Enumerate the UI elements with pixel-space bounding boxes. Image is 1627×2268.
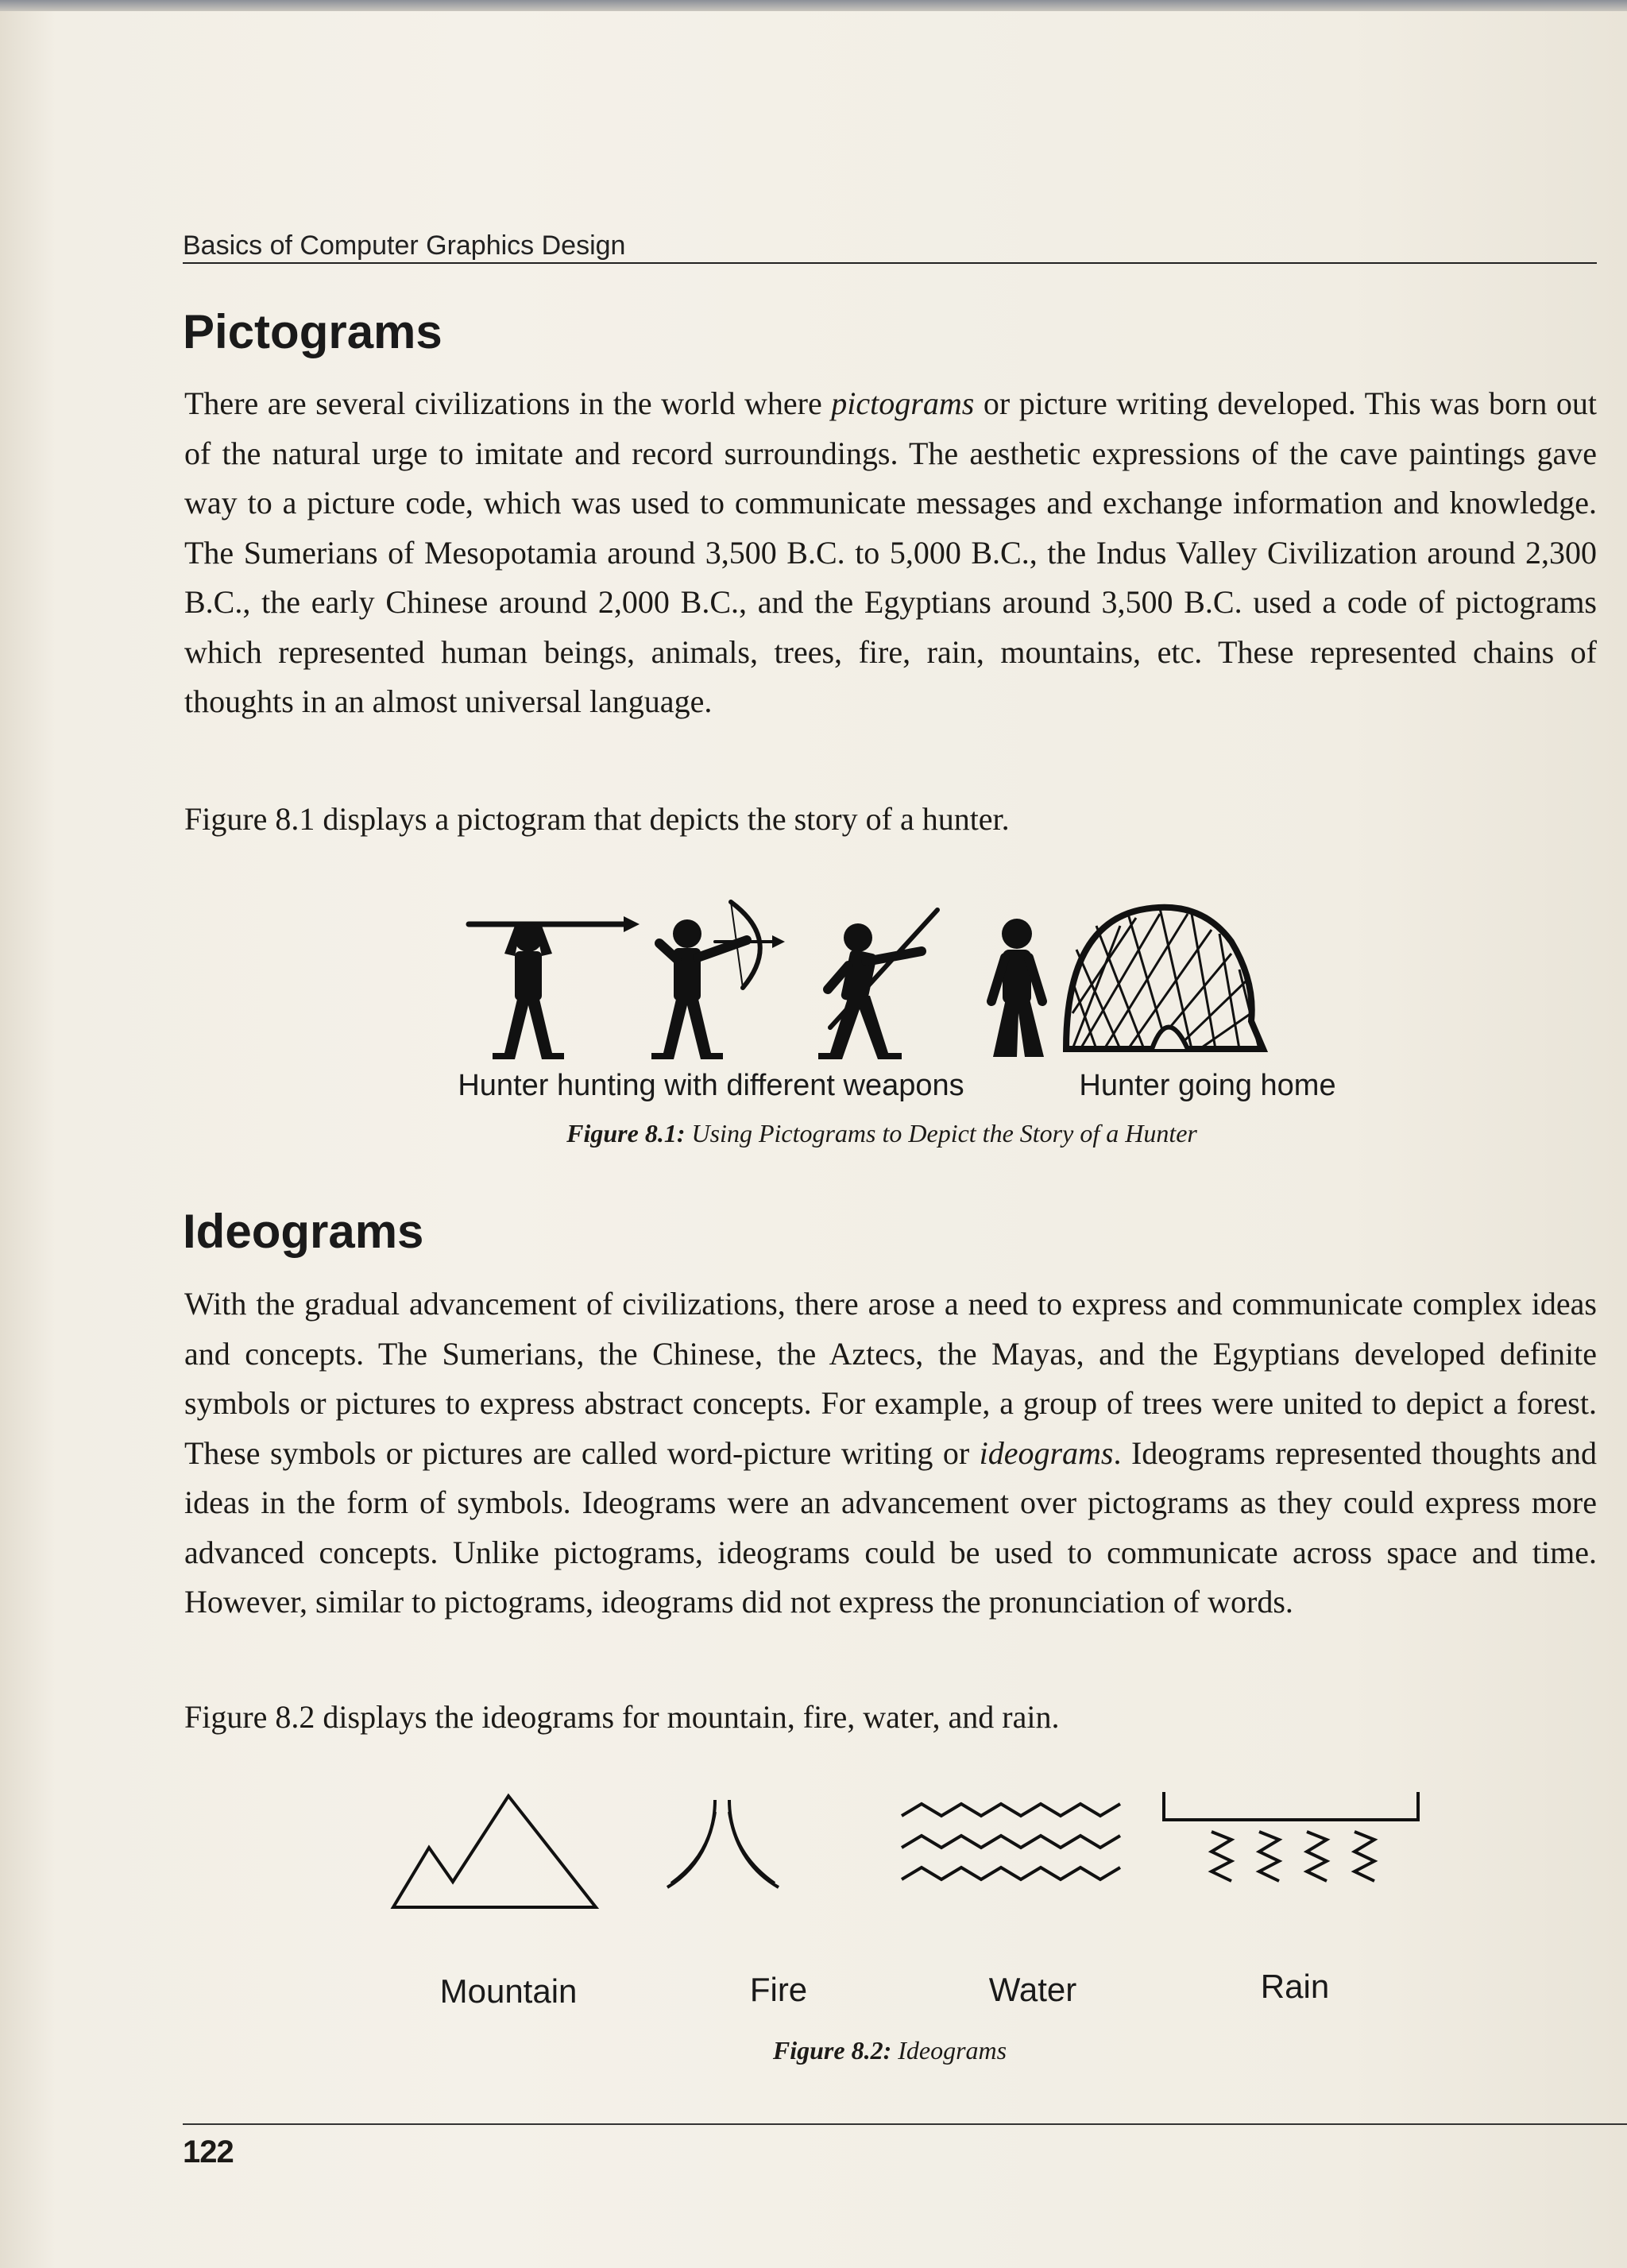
hut-icon: [1066, 908, 1263, 1049]
header-rule: [183, 262, 1597, 264]
fire-icon: [667, 1800, 779, 1887]
ideograms-heading: Ideograms: [183, 1205, 424, 1258]
ideogram-label-rain: Rain: [1260, 1968, 1330, 2005]
ideograms-figure: [381, 1788, 1454, 1915]
figure-8-2-caption: [683, 2036, 1096, 2065]
hunter-spear-icon: [469, 916, 640, 1059]
figure-8-1-intro: Figure 8.1 displays a pictogram that depicts the story of a hunter.: [184, 801, 1010, 837]
hunter-walking-icon: [991, 919, 1044, 1057]
figure-8-1-caption-number: Figure 8.1:: [566, 1119, 686, 1148]
emphasized-term: pictograms: [831, 385, 975, 421]
ideograms-paragraph: With the gradual advancement of civilizations, there arose a need to express and communicate complex ideas and concepts. The Sumerians, the Chinese, the Aztecs, the Mayas, and the Egyptians developed definite symbols or pictures to express abstract concepts. For example, a group of trees were united to depict a forest. These symbols or pictures are called word-picture writing or ideograms. Ideograms represented thoughts and ideas in the form of symbols. Ideograms were an advancement over pictograms as they could express more advanced concepts. Unlike pictograms, ideograms could be used to communicate across space and time. However, similar to pictograms, ideograms did not express the pronunciation of words.: [184, 1286, 1597, 1620]
page-top-edge: [0, 0, 1627, 11]
pictograms-paragraph: [184, 379, 1597, 727]
running-header: Basics of Computer Graphics Design: [183, 230, 626, 261]
page-number: 122: [183, 2134, 234, 2169]
rain-icon: [1164, 1792, 1418, 1881]
hunter-throwing-icon: [818, 910, 937, 1059]
figure-8-1-caption-text: Using Pictograms to Depict the Story of a Hunter: [691, 1119, 1197, 1148]
pictograms-paragraph-text: There are several civilizations in the world where pictograms or picture writing developed. This was born out of the natural urge to imitate and record surroundings. The aesthetic expressions of the cave paintings gave way to a picture code, which was used to communicate messages and exchange information and knowledge. The Sumerians of Mesopotamia around 3,500 B.C. to 5,000 B.C., the Indus Valley Civilization around 2,300 B.C., the early Chinese around 2,000 B.C., and the Egyptians around 3,500 B.C. used a code of pictograms which represented human beings, animals, trees, fire, rain, mountains, etc. These represented chains of thoughts in an almost universal language.: [184, 385, 1598, 719]
ideogram-label-water: Water: [988, 1971, 1077, 2008]
hunter-bow-icon: [651, 902, 785, 1059]
ideogram-label-mountain: Mountain: [439, 1972, 578, 2010]
hunter-pictogram-figure: [469, 894, 1374, 1065]
emphasized-term: ideograms: [979, 1434, 1114, 1471]
figure-8-1-label-home: Hunter going home: [1079, 1069, 1336, 1102]
figure-8-2-caption-number: Figure 8.2:: [772, 2036, 892, 2065]
water-icon: [902, 1804, 1120, 1879]
figure-8-1-caption: [445, 1119, 1319, 1148]
figure-8-1-label-weapons: Hunter hunting with different weapons: [458, 1069, 964, 1102]
figure-8-2-intro: Figure 8.2 displays the ideograms for mountain, fire, water, and rain.: [184, 1699, 1060, 1735]
mountain-icon: [393, 1796, 596, 1907]
ideogram-label-fire: Fire: [749, 1971, 808, 2008]
figure-8-2-caption-text: Ideograms: [898, 2036, 1007, 2065]
pictograms-heading: Pictograms: [183, 305, 442, 358]
footer-rule: [183, 2123, 1627, 2125]
